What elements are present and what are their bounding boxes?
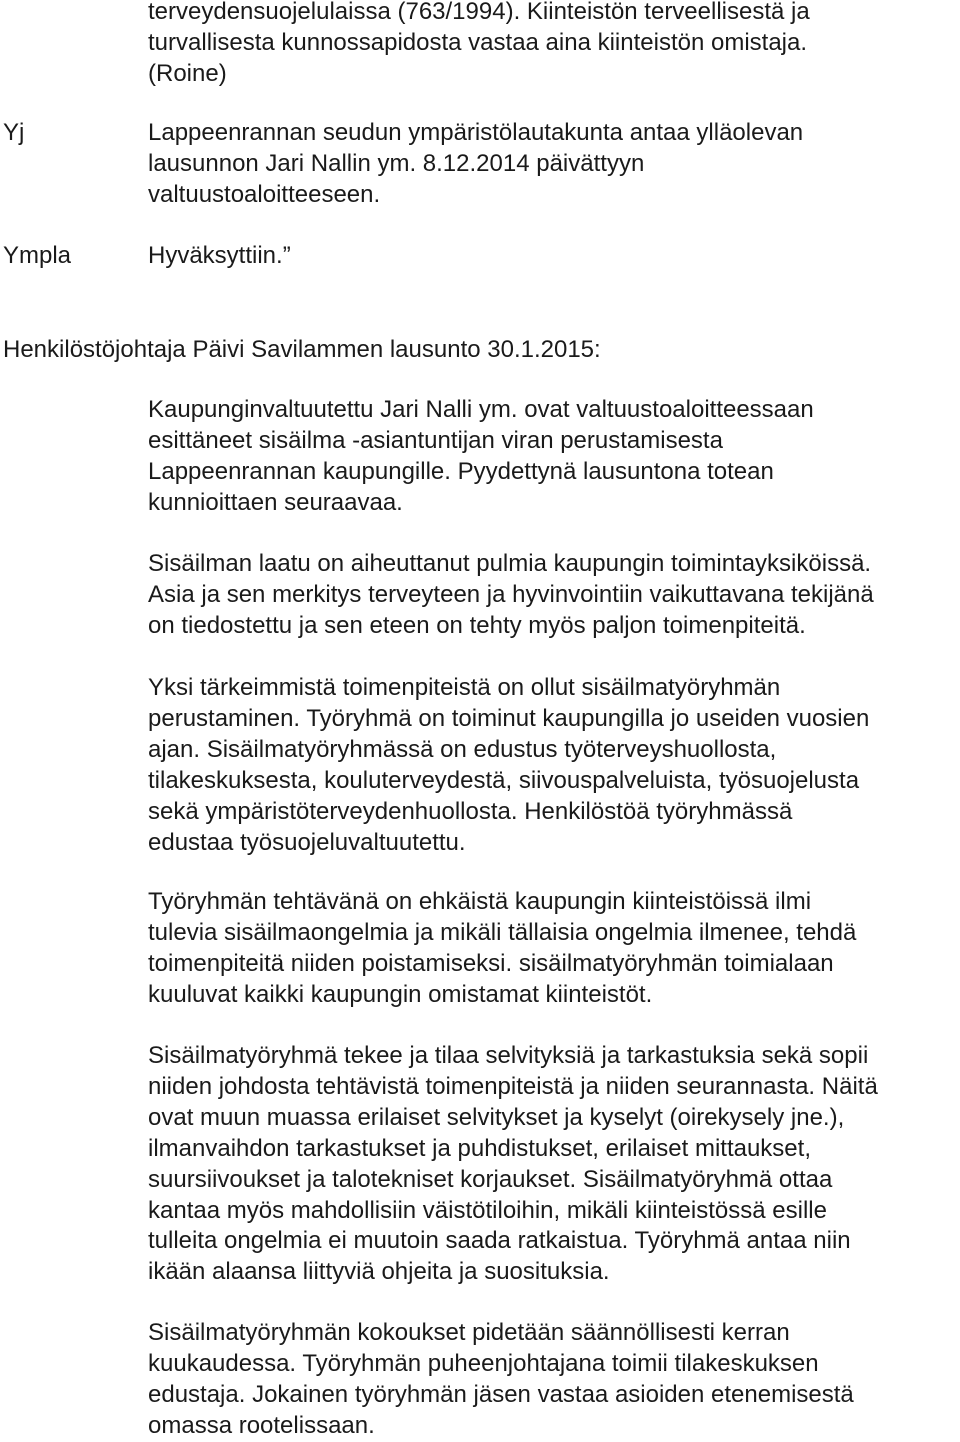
ympla-decision <box>148 241 958 272</box>
text-line: Lappeenrannan seudun ympäristölautakunta antaa ylläolevan <box>148 119 804 146</box>
paragraph-1 <box>148 395 958 519</box>
paragraph-2 <box>148 549 958 642</box>
text-line: kuuluvat kaikki kaupungin omistamat kiinteistöt. <box>148 980 653 1008</box>
intro-paragraph <box>148 0 958 90</box>
text-line: omassa rootelissaan. <box>148 1411 375 1439</box>
text-line: kuukaudessa. Työryhmän puheenjohtajana toimii tilakeskuksen <box>148 1349 819 1377</box>
text-line: sekä ympäristöterveydenhuollosta. Henkilöstöä työryhmässä <box>148 797 793 825</box>
text-line: terveydensuojelulaissa (763/1994). Kiinteistön terveellisestä ja <box>148 0 810 25</box>
text-line: Työryhmän tehtävänä on ehkäistä kaupungin kiinteistöissä ilmi <box>148 888 812 915</box>
text-line: perustaminen. Työryhmä on toiminut kaupungilla jo useiden vuosien <box>148 704 870 732</box>
text-line: kunnioittaen seuraavaa. <box>148 488 403 516</box>
text-line: Yksi tärkeimmistä toimenpiteistä on ollut sisäilmatyöryhmän <box>148 674 781 701</box>
text-line: Lappeenrannan kaupungille. Pyydettynä lausuntona totean <box>148 457 774 485</box>
paragraph-5 <box>148 1041 958 1288</box>
text-line: ovat muun muassa erilaiset selvitykset ja kyselyt (oirekysely jne.), <box>148 1103 845 1131</box>
text-line: Sisäilman laatu on aiheuttanut pulmia kaupungin toimintayksiköissä. <box>148 550 872 577</box>
text-line: Asia ja sen merkitys terveyteen ja hyvinvointiin vaikuttavana tekijänä <box>148 580 874 608</box>
text-line: edustaa työsuojeluvaltuutettu. <box>148 828 466 856</box>
text-line: niiden johdosta tehtävistä toimenpiteistä ja niiden seurannasta. Näitä <box>148 1072 878 1100</box>
text-line: lausunnon Jari Nallin ym. 8.12.2014 päivättyyn <box>148 149 645 177</box>
text-line: Kaupunginvaltuutettu Jari Nalli ym. ovat valtuustoaloitteessaan <box>148 396 814 423</box>
text-line: Hyväksyttiin.” <box>148 242 291 269</box>
text-line: tulevia sisäilmaongelmia ja mikäli tällaisia ongelmia ilmenee, tehdä <box>148 918 857 946</box>
text-line: tilakeskuksesta, kouluterveydestä, siivouspalveluista, työsuojelusta <box>148 766 860 794</box>
text-line: Sisäilmatyöryhmä tekee ja tilaa selvityksiä ja tarkastuksia sekä sopii <box>148 1042 869 1069</box>
paragraph-3 <box>148 673 958 858</box>
ympla-label: Ympla <box>3 242 72 269</box>
text-line: turvallisesta kunnossapidosta vastaa aina kiinteistön omistaja. <box>148 28 808 56</box>
text-line: esittäneet sisäilma -asiantuntijan viran perustamisesta <box>148 426 723 454</box>
text-line: valtuustoaloitteeseen. <box>148 180 381 208</box>
text-line: kantaa myös mahdollisiin väistötiloihin, mikäli kiinteistössä esille <box>148 1196 827 1224</box>
text-line: suursiivoukset ja talotekniset korjaukset. Sisäilmatyöryhmä ottaa <box>148 1165 833 1193</box>
text-line: tulleita ongelmia ei muutoin saada ratkaistua. Työryhmä antaa niin <box>148 1227 851 1255</box>
text-line: ikään alaansa liittyviä ohjeita ja suosituksia. <box>148 1258 610 1286</box>
text-line: Henkilöstöjohtaja Päivi Savilammen lausunto 30.1.2015: <box>3 336 601 363</box>
text-line: on tiedostettu ja sen eteen on tehty myös paljon toimenpiteitä. <box>148 611 806 639</box>
text-line: ajan. Sisäilmatyöryhmässä on edustus työterveyshuollosta, <box>148 735 777 763</box>
text-line: Sisäilmatyöryhmän kokoukset pidetään säännöllisesti kerran <box>148 1319 790 1346</box>
statement-heading <box>3 335 953 366</box>
yj-paragraph <box>148 118 958 211</box>
text-line: toimenpiteitä niiden poistamiseksi. sisäilmatyöryhmän toimialaan <box>148 949 834 977</box>
paragraph-4 <box>148 887 958 1011</box>
paragraph-6 <box>148 1318 958 1442</box>
text-line: (Roine) <box>148 59 227 87</box>
yj-label: Yj <box>3 119 25 146</box>
text-line: ilmanvaihdon tarkastukset ja puhdistukset, erilaiset mittaukset, <box>148 1134 811 1162</box>
text-line: edustaja. Jokainen työryhmän jäsen vastaa asioiden etenemisestä <box>148 1380 854 1408</box>
